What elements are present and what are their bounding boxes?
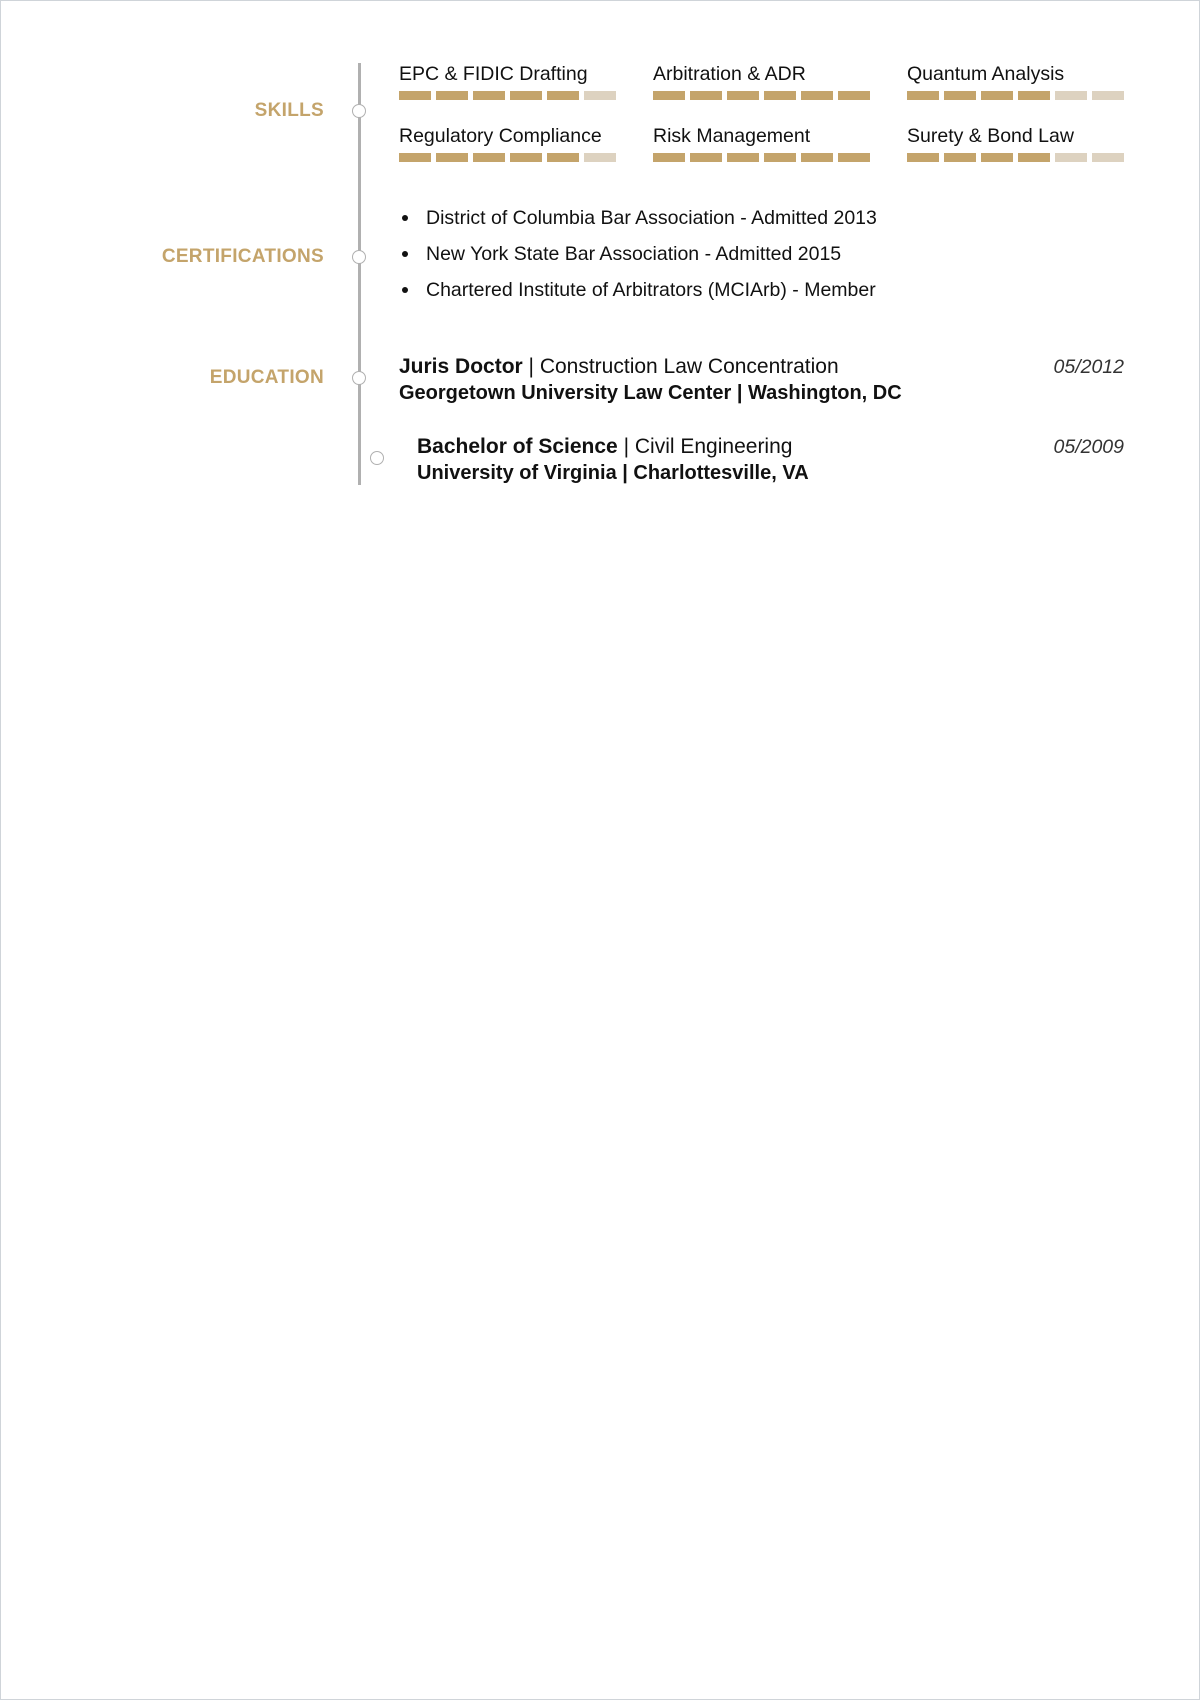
education-degree-line bbox=[399, 354, 1124, 380]
skill-level-segment-filled bbox=[907, 153, 939, 162]
certification-text: District of Columbia Bar Association - Admitted 2013 bbox=[426, 207, 877, 229]
certifications-list bbox=[399, 206, 877, 314]
skill-level-segment-filled bbox=[944, 91, 976, 100]
education-institution: Georgetown University Law Center | Washington, DC bbox=[399, 382, 902, 404]
skill-level-segment-filled bbox=[727, 91, 759, 100]
skill-name: Risk Management bbox=[653, 125, 811, 147]
skill-level-segment-filled bbox=[473, 153, 505, 162]
certifications-timeline-node bbox=[352, 250, 366, 264]
skill-level-segment-filled bbox=[653, 91, 685, 100]
education-date: 05/2009 bbox=[1053, 436, 1124, 458]
skill-level-bar bbox=[907, 153, 1125, 162]
education-entry bbox=[399, 354, 1124, 406]
degree-field: Civil Engineering bbox=[634, 435, 793, 458]
skill-level-bar bbox=[399, 153, 617, 162]
degree-separator: | bbox=[522, 355, 540, 378]
skill-level-segment-filled bbox=[547, 153, 579, 162]
skill-item bbox=[907, 62, 1125, 100]
education-timeline-node bbox=[352, 371, 366, 385]
skill-name: Regulatory Compliance bbox=[399, 125, 602, 147]
skill-name: Surety & Bond Law bbox=[907, 125, 1074, 147]
skill-level-segment-filled bbox=[907, 91, 939, 100]
skill-level-segment-filled bbox=[838, 91, 870, 100]
skill-level-segment-filled bbox=[981, 91, 1013, 100]
skill-level-segment-filled bbox=[727, 153, 759, 162]
bullet-icon bbox=[402, 287, 408, 293]
skill-level-segment-filled bbox=[473, 91, 505, 100]
certification-text: New York State Bar Association - Admitted 2015 bbox=[426, 243, 842, 265]
education-section-label: EDUCATION bbox=[209, 367, 324, 388]
bullet-icon bbox=[402, 215, 408, 221]
skill-level-segment-filled bbox=[690, 91, 722, 100]
skill-level-segment-filled bbox=[838, 153, 870, 162]
skill-level-segment-filled bbox=[801, 91, 833, 100]
education-degree-line bbox=[417, 434, 1124, 460]
degree-field: Construction Law Concentration bbox=[539, 355, 839, 378]
certification-text: Chartered Institute of Arbitrators (MCIArb) - Member bbox=[426, 279, 876, 301]
skills-section-label: SKILLS bbox=[254, 100, 324, 121]
skill-item bbox=[907, 124, 1125, 162]
timeline-line bbox=[358, 63, 361, 485]
bullet-icon bbox=[402, 251, 408, 257]
skill-name: Quantum Analysis bbox=[907, 63, 1065, 85]
skill-level-segment-filled bbox=[764, 153, 796, 162]
skill-level-segment-filled bbox=[399, 153, 431, 162]
skill-level-bar bbox=[399, 91, 617, 100]
degree-title: Bachelor of Science bbox=[417, 435, 618, 458]
skill-name: EPC & FIDIC Drafting bbox=[399, 63, 588, 85]
skills-timeline-node bbox=[352, 104, 366, 118]
skill-level-segment-filled bbox=[981, 153, 1013, 162]
skill-name: Arbitration & ADR bbox=[653, 63, 806, 85]
education-sub-timeline-node bbox=[370, 451, 384, 465]
skill-level-segment-empty bbox=[584, 91, 616, 100]
skill-level-bar bbox=[653, 153, 871, 162]
certification-item bbox=[399, 278, 877, 302]
skill-item bbox=[399, 124, 617, 162]
skill-level-segment-filled bbox=[801, 153, 833, 162]
skill-level-segment-filled bbox=[1018, 153, 1050, 162]
education-date: 05/2012 bbox=[1053, 356, 1124, 378]
skill-level-segment-filled bbox=[764, 91, 796, 100]
skill-level-segment-filled bbox=[436, 91, 468, 100]
certification-item bbox=[399, 206, 877, 230]
skill-level-segment-empty bbox=[584, 153, 616, 162]
skill-level-segment-filled bbox=[436, 153, 468, 162]
skill-level-segment-empty bbox=[1055, 153, 1087, 162]
skill-level-segment-filled bbox=[1018, 91, 1050, 100]
skill-level-segment-filled bbox=[399, 91, 431, 100]
skill-level-segment-filled bbox=[510, 91, 542, 100]
skill-level-bar bbox=[907, 91, 1125, 100]
skill-level-segment-empty bbox=[1092, 153, 1124, 162]
skill-level-segment-filled bbox=[653, 153, 685, 162]
degree-title: Juris Doctor bbox=[399, 355, 523, 378]
skill-level-segment-filled bbox=[690, 153, 722, 162]
skill-level-segment-empty bbox=[1092, 91, 1124, 100]
skill-level-segment-filled bbox=[547, 91, 579, 100]
education-institution: University of Virginia | Charlottesville, VA bbox=[417, 462, 809, 484]
skill-level-bar bbox=[653, 91, 871, 100]
skill-level-segment-empty bbox=[1055, 91, 1087, 100]
skill-level-segment-filled bbox=[510, 153, 542, 162]
skill-level-segment-filled bbox=[944, 153, 976, 162]
education-entry bbox=[417, 434, 1124, 486]
degree-separator: | bbox=[617, 435, 635, 458]
skill-item bbox=[399, 62, 617, 100]
certification-item bbox=[399, 242, 877, 266]
certifications-section-label: CERTIFICATIONS bbox=[161, 246, 324, 267]
skill-item bbox=[653, 124, 871, 162]
skill-item bbox=[653, 62, 871, 100]
